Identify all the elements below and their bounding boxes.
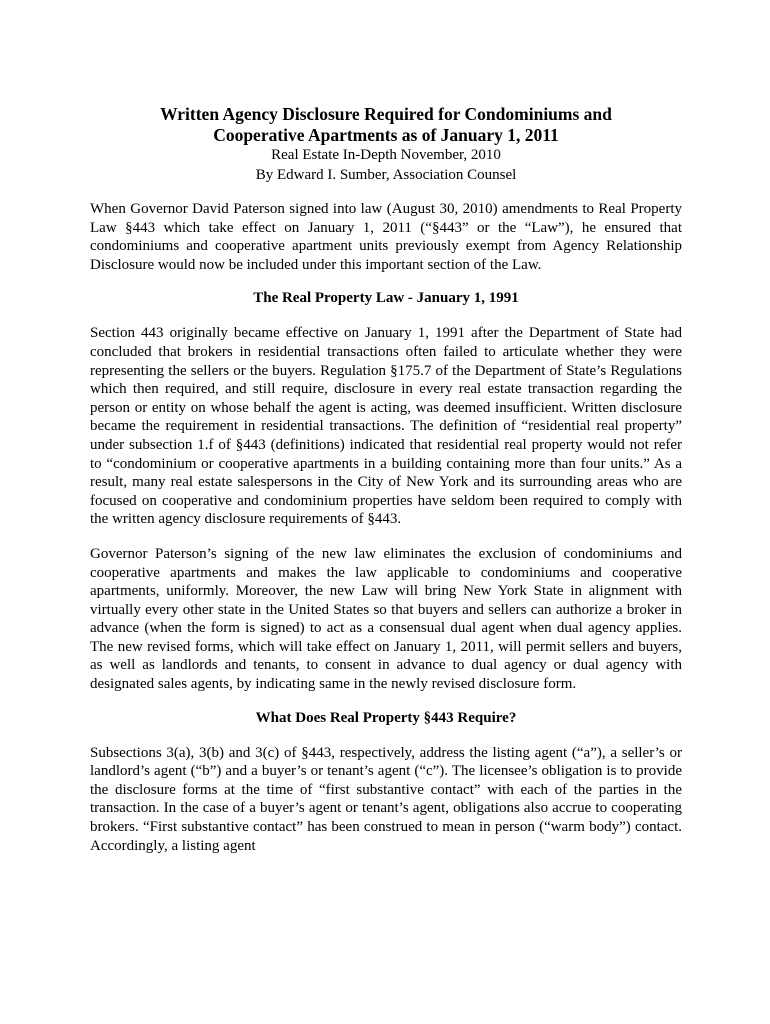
byline: By Edward I. Sumber, Association Counsel [255, 166, 517, 183]
intro-paragraph: When Governor David Paterson signed into law (August 30, 2010) amendments to Real Property Law §443 which take effect on January 1, 2011 (“§443” or the “Law”), he ensured that condominiums and cooperative apartment units previously exempt from Agency Relationship Disclosure would now be included under this important section of the Law. [90, 201, 682, 273]
section-2-paragraph-1: Subsections 3(a), 3(b) and 3(c) of §443, respectively, address the listing agent (“a”), a seller’s or landlord’s agent (“b”) and a buyer’s or tenant’s agent (“c”). The licensee’s obligation is to provide the disclosure forms at the time of “first substantive contact” with each of the parties in the transaction. In the case of a buyer’s agent or tenant’s agent, obligations also accrue to cooperating brokers. “First substantive contact” has been construed to mean in person (“warm body”) contact. Accordingly, a listing agent [90, 744, 682, 854]
publication-line: Real Estate In-Depth November, 2010 [271, 147, 501, 163]
document-page [90, 104, 682, 855]
document-title-line-2: Cooperative Apartments as of January 1, 2011 [213, 125, 559, 145]
section-1-paragraph-1: Section 443 originally became effective on January 1, 1991 after the Department of State had concluded that brokers in residential transactions often failed to articulate whether they were representing the sellers or the buyers. Regulation §175.7 of the Department of State’s Regulations which then required, and still require, disclosure in every real estate transaction regarding the person or entity on whose behalf the agent is acting, was deemed insufficient. Written disclosure became the requirement in residential transactions. The definition of “residential real property” under subsection 1.f of §443 (definitions) indicated that residential real property would not refer to “condominium or cooperative apartments in a building containing more than four units.” As a result, many real estate salespersons in the City of New York and its surrounding areas who are focused on cooperative and condominium properties have seldom been required to comply with the written agency disclosure requirements of §443. [90, 325, 682, 528]
section-1-paragraph-2: Governor Paterson’s signing of the new law eliminates the exclusion of condominiums and cooperative apartments and makes the law applicable to condominiums and cooperative apartments, uniformly. Moreover, the new Law will bring New York State in alignment with virtually every other state in the United States so that buyers and sellers can authorize a broker in advance (when the form is signed) to act as a consensual dual agent when dual agency applies. The new revised forms, which will take effect on January 1, 2011, will permit sellers and buyers, as well as landlords and tenants, to consent in advance to dual agency or dual agency with designated sales agents, by indicating same in the newly revised disclosure form. [90, 545, 682, 693]
section-heading-real-property-law: The Real Property Law - January 1, 1991 [253, 290, 519, 307]
section-heading-443-require: What Does Real Property §443 Require? [255, 709, 517, 726]
document-title-line-1: Written Agency Disclosure Required for Condominiums and [160, 104, 612, 124]
